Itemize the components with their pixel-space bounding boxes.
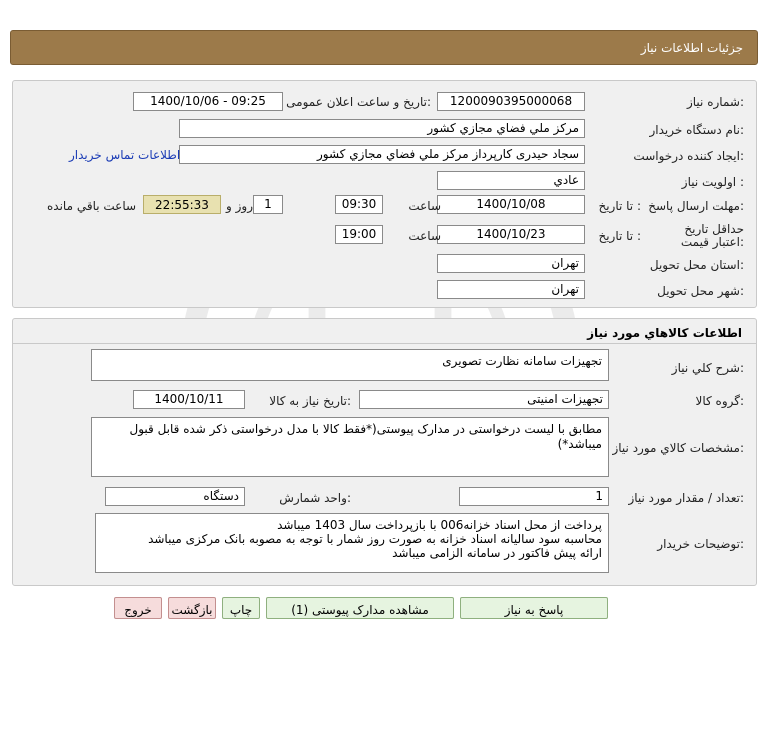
buyer-notes-field xyxy=(95,513,609,573)
back-button[interactable]: بازگشت xyxy=(168,597,216,619)
validity-label: حداقل تاریخ اعتبار قیمت: xyxy=(680,222,744,249)
general-desc-label: شرح کلي نیاز: xyxy=(671,361,744,375)
unit-label: واحد شمارش: xyxy=(279,491,351,505)
header-bar xyxy=(10,30,758,65)
buyer-contact-link[interactable]: اطلاعات تماس خریدار xyxy=(69,148,181,162)
validity-until-label: تا تاریخ : xyxy=(598,229,641,243)
deadline-time-field: 09:30 xyxy=(335,195,383,214)
city-field: تهران xyxy=(437,280,585,299)
remaining-time-badge: 22:55:33 xyxy=(143,195,221,214)
validity-time-field: 19:00 xyxy=(335,225,383,244)
need-number-label: شماره نیاز: xyxy=(686,95,744,109)
deadline-label: مهلت ارسال پاسخ: xyxy=(648,199,744,213)
general-desc-field: تجهیزات سامانه نظارت تصویری xyxy=(91,349,609,381)
buyer-note-line: محاسبه سود سالیانه اسناد خزانه به صورت روز شمار با توجه به مصوبه بانک مرکزی میباشد xyxy=(148,532,602,546)
need-info-panel xyxy=(12,80,757,308)
reply-button[interactable]: پاسخ به نیاز xyxy=(460,597,608,619)
goods-group-field: تجهیزات امنیتی xyxy=(359,390,609,409)
qty-field: 1 xyxy=(459,487,609,506)
need-date-field: 1400/10/11 xyxy=(133,390,245,409)
spec-field: مطابق با لیست درخواستی در مدارک پیوستی(*فقط کالا با مدل درخواستی ذکر شده قابل قبول میباشد*) xyxy=(91,417,609,477)
goods-group-label: گروه کالا: xyxy=(695,394,744,408)
province-label: استان محل تحویل: xyxy=(649,258,744,272)
spec-label: مشخصات کالاي مورد نیاز: xyxy=(612,441,744,455)
validity-time-label: ساعت xyxy=(408,229,441,243)
goods-panel xyxy=(12,318,757,586)
section-divider xyxy=(13,343,756,344)
priority-field: عادي xyxy=(437,171,585,190)
validity-date-field: 1400/10/23 xyxy=(437,225,585,244)
qty-label: تعداد / مقدار مورد نیاز: xyxy=(628,491,744,505)
announce-label: تاریخ و ساعت اعلان عمومی: xyxy=(286,95,431,109)
need-number-field: 1200090395000068 xyxy=(437,92,585,111)
priority-label: اولویت نیاز : xyxy=(681,175,744,189)
buyer-org-field: مرکز ملي فضاي مجازي کشور xyxy=(179,119,585,138)
creator-label: ایجاد کننده درخواست: xyxy=(633,149,744,163)
deadline-time-label: ساعت xyxy=(408,199,441,213)
attachments-button[interactable]: مشاهده مدارک پیوستی (1) xyxy=(266,597,454,619)
page-title: جزئیات اطلاعات نیاز xyxy=(640,41,743,55)
days-field: 1 xyxy=(253,195,283,214)
unit-field: دستگاه xyxy=(105,487,245,506)
deadline-until-label: تا تاریخ : xyxy=(598,199,641,213)
remaining-label: ساعت باقي مانده xyxy=(47,199,137,213)
province-field: تهران xyxy=(437,254,585,273)
print-button[interactable]: چاپ xyxy=(222,597,260,619)
announce-datetime-field: 1400/10/06 - 09:25 xyxy=(133,92,283,111)
days-label: روز و xyxy=(226,199,253,213)
goods-section-title: اطلاعات کالاهاي مورد نیاز xyxy=(587,326,742,340)
buyer-org-label: نام دستگاه خریدار: xyxy=(649,123,744,137)
buyer-notes-label: توضیحات خریدار: xyxy=(657,537,744,551)
need-date-label: تاریخ نیاز به کالا: xyxy=(269,394,351,408)
city-label: شهر محل تحویل: xyxy=(657,284,744,298)
buyer-note-line: پرداخت از محل اسناد خزانه006 با بازپرداخت سال 1403 میباشد xyxy=(277,518,602,532)
buyer-note-line: ارائه پیش فاکتور در سامانه الزامی میباشد xyxy=(392,546,602,560)
creator-field: سجاد حیدری کارپرداز مرکز ملي فضاي مجازي کشور xyxy=(179,145,585,164)
exit-button[interactable]: خروج xyxy=(114,597,162,619)
deadline-date-field: 1400/10/08 xyxy=(437,195,585,214)
